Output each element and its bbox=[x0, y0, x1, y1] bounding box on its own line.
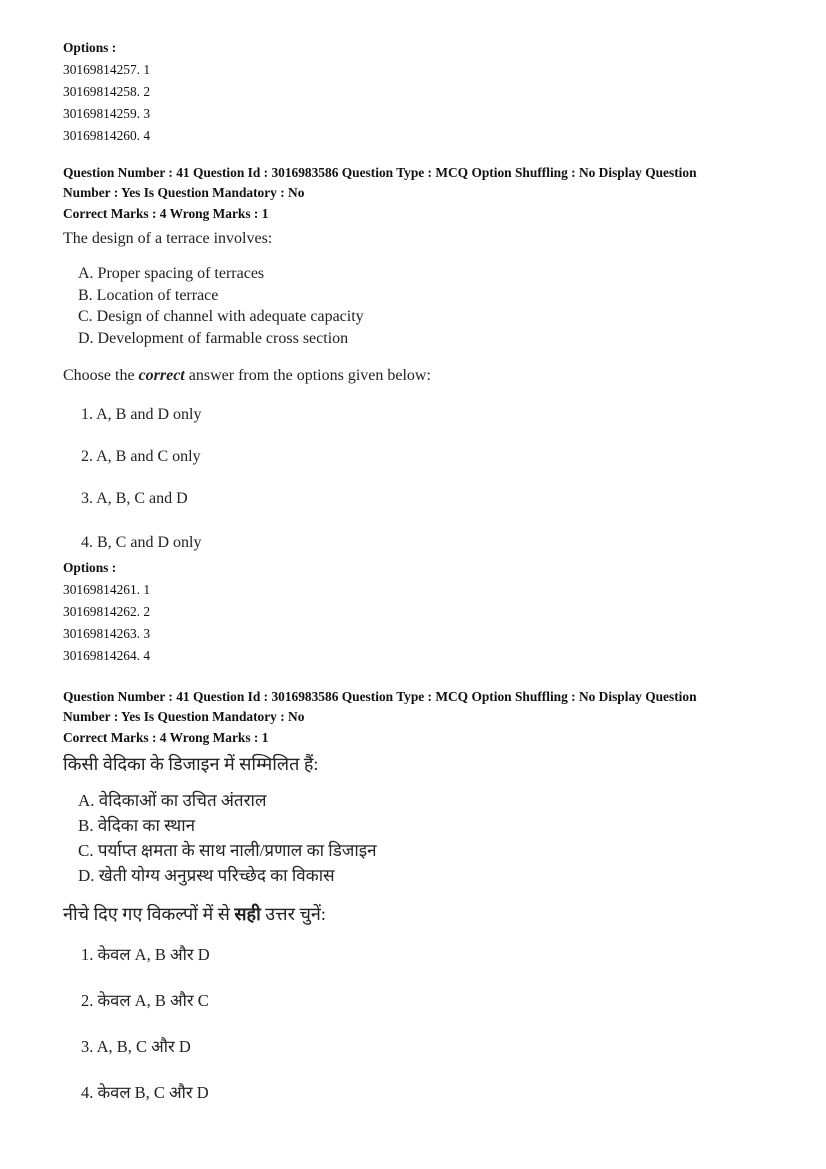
option-id: 30169814259. 3 bbox=[63, 105, 151, 121]
answer-choice-2: 2. A, B and C only bbox=[81, 448, 201, 465]
question-header-line1: Question Number : 41 Question Id : 3016983586 Question Type : MCQ Option Shuffling : No Display Question bbox=[63, 164, 697, 180]
choose-instruction-post: उत्तर चुनें: bbox=[260, 904, 326, 924]
statement-d: D. खेती योग्य अनुप्रस्थ परिच्छेद का विकास bbox=[78, 866, 335, 885]
options-label: Options : bbox=[63, 40, 117, 55]
answer-choice-3: 3. A, B, C और D bbox=[81, 1037, 191, 1056]
question-header-line2: Number : Yes Is Question Mandatory : No bbox=[63, 185, 305, 200]
option-id: 30169814260. 4 bbox=[63, 127, 151, 143]
statement-b: B. वेदिका का स्थान bbox=[78, 816, 196, 835]
statement-c: C. Design of channel with adequate capacity bbox=[78, 308, 364, 325]
options-label: Options : bbox=[63, 560, 117, 575]
statement-b: B. Location of terrace bbox=[78, 286, 219, 304]
question-stem: The design of a terrace involves: bbox=[63, 230, 273, 247]
question-header-line2: Number : Yes Is Question Mandatory : No bbox=[63, 709, 305, 724]
statement-d: D. Development of farmable cross section bbox=[78, 329, 349, 347]
choose-instruction bbox=[63, 365, 783, 386]
question-hindi bbox=[63, 687, 783, 1117]
question-marks: Correct Marks : 4 Wrong Marks : 1 bbox=[63, 729, 269, 745]
choose-instruction-post: answer from the options given below: bbox=[184, 367, 431, 384]
choose-instruction-pre: नीचे दिए गए विकल्पों में से bbox=[63, 904, 235, 924]
choose-instruction-emphasis: सही bbox=[234, 904, 261, 924]
question-header-line1: Question Number : 41 Question Id : 3016983586 Question Type : MCQ Option Shuffling : No Display Question bbox=[63, 688, 697, 704]
option-id: 30169814262. 2 bbox=[63, 603, 151, 619]
question-marks: Correct Marks : 4 Wrong Marks : 1 bbox=[63, 205, 269, 221]
answer-choice-1: 1. A, B and D only bbox=[81, 406, 202, 423]
question-paper-page bbox=[63, 38, 783, 1116]
option-id: 30169814263. 3 bbox=[63, 625, 151, 641]
option-id: 30169814258. 2 bbox=[63, 83, 151, 99]
option-id: 30169814257. 1 bbox=[63, 61, 151, 77]
option-id: 30169814261. 1 bbox=[63, 581, 151, 597]
top-options-list bbox=[63, 59, 783, 147]
option-id: 30169814264. 4 bbox=[63, 647, 151, 663]
answer-choice-3: 3. A, B, C and D bbox=[81, 490, 188, 507]
question-english bbox=[63, 163, 783, 667]
choose-instruction bbox=[63, 902, 783, 926]
choose-instruction-pre: Choose the bbox=[63, 367, 139, 384]
statement-c: C. पर्याप्त क्षमता के साथ नाली/प्रणाल का डिजाइन bbox=[78, 841, 377, 860]
answer-choice-4: 4. केवल B, C और D bbox=[81, 1083, 209, 1102]
statement-a: A. वेदिकाओं का उचित अंतराल bbox=[78, 791, 267, 810]
choose-instruction-emphasis: correct bbox=[138, 367, 185, 384]
answer-choice-1: 1. केवल A, B और D bbox=[81, 945, 210, 964]
statement-a: A. Proper spacing of terraces bbox=[78, 265, 265, 282]
question-stem: किसी वेदिका के डिजाइन में सम्मिलित हैं: bbox=[63, 754, 319, 774]
answer-choice-4: 4. B, C and D only bbox=[81, 534, 202, 551]
answer-choice-2: 2. केवल A, B और C bbox=[81, 991, 209, 1010]
